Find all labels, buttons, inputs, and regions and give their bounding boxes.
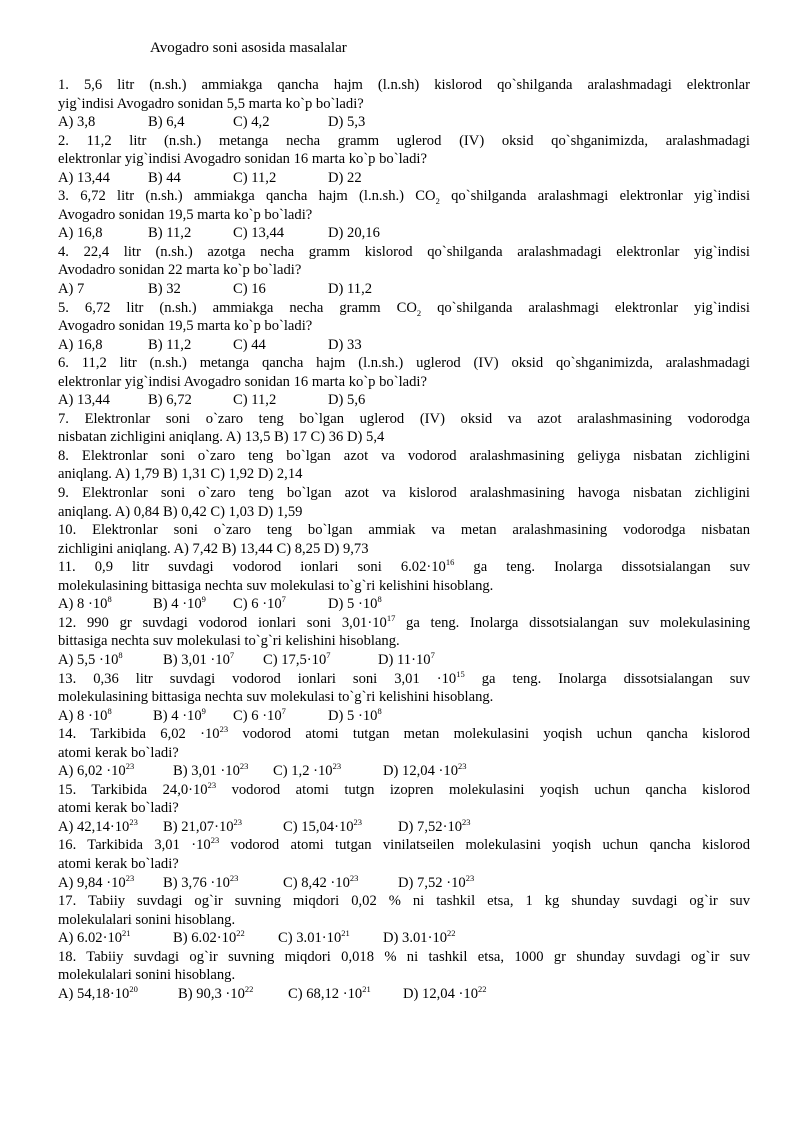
answer-option-a: A) 13,44 — [58, 169, 110, 186]
question-text-continued: aniqlang. A) 0,84 B) 0,42 C) 1,03 D) 1,59 — [58, 503, 303, 520]
answer-option-c: C) 11,2 — [233, 392, 277, 409]
question-text: 4. 22,4 litr (n.sh.) azotga necha gramm kislorod qo`shilganda aralashmadagi elektronlar yig`indisi — [58, 243, 750, 260]
answer-option-b: B) 11,2 — [148, 336, 192, 353]
answer-option-a: A) $5,5 \cdot 10^8$ — [58, 650, 123, 668]
question-text: 9. Elektronlar soni o`zaro teng bo`lgan azot va kislorod aralashmasining havoga nisbatan zichligini — [58, 485, 750, 502]
answer-option-a: A) $42,14\cdot 10^{23}$ — [58, 817, 138, 835]
answer-options — [58, 113, 758, 132]
answer-options — [58, 224, 758, 243]
answer-option-d: D) 5,3 — [328, 114, 366, 131]
question-text: 8. Elektronlar soni o`zaro teng bo`lgan azot va vodorod aralashmasining geliyga nisbatan zichligini — [58, 447, 750, 464]
question-list — [58, 76, 758, 1003]
answer-option-c: C) $6 \cdot 10^7$ — [233, 594, 286, 613]
question-text-continued: yig`indisi Avogadro sonidan 5,5 marta ko`p bo`ladi? — [58, 95, 364, 112]
answer-option-d: D) 5,6 — [328, 392, 366, 409]
answer-option-c: C) 4,2 — [233, 114, 270, 131]
question-text-continued: atomi kerak bo`ladi? — [58, 800, 179, 817]
question-4 — [58, 243, 758, 299]
answer-option-c: C) $17,5\cdot 10^7$ — [263, 650, 331, 668]
answer-option-b: B) $3,01 \cdot 10^7$ — [163, 650, 235, 668]
answer-option-c: C) $3.01\cdot 10^{21}$ — [278, 928, 350, 947]
answer-option-d: D) $12,04 \cdot 10^{22}$ — [403, 983, 487, 1002]
answer-option-d: D) $12,04 \cdot 10^{23}$ — [383, 761, 467, 780]
answer-options — [58, 280, 758, 299]
answer-option-d: D) $5 \cdot 10^8$ — [328, 705, 382, 724]
answer-option-d: D) $7,52 \cdot 10^{23}$ — [398, 872, 475, 891]
question-text-continued: molekulalari sonini hisoblang. — [58, 967, 236, 984]
question-text: 1. 5,6 litr (n.sh.) ammiakga qancha hajm (l.n.sh) kislorod qo`shilganda aralashmadagi elektronlar — [58, 77, 750, 93]
question-text: 2. 11,2 litr (n.sh.) metanga necha gramm uglerod (IV) oksid qo`shganimizda, aralashmadagi — [58, 132, 750, 149]
answer-option-a: A) 16,8 — [58, 225, 103, 242]
answer-option-c: C) 16 — [233, 281, 266, 298]
question-text: 11. 0,9 litr suvdagi vodorod ionlari soni $6.02\cdot 10^{16}$ ga teng. Inolarga dissotsialangan suv — [58, 557, 750, 576]
question-5 — [58, 299, 758, 355]
answer-option-d: D) $11\cdot 10^7$ — [378, 650, 435, 668]
question-text: 16. Tarkibida $3,01 \cdot 10^{23}$ vodorod atomi tutgan vinilatseilen molekulasini yoqish uchun qancha kislorod — [58, 835, 750, 854]
question-3 — [58, 187, 758, 243]
answer-option-c: C) $1,2 \cdot 10^{23}$ — [273, 761, 342, 780]
answer-option-c: C) $6 \cdot 10^7$ — [233, 705, 286, 724]
question-text: 17. Tabiiy suvdagi og`ir suvning miqdori 0,02 % ni tashkil etsa, 1 kg shunday suvdagi og`ir suv — [58, 893, 750, 910]
question-text-continued: aniqlang. A) 1,79 B) 1,31 C) 1,92 D) 2,14 — [58, 466, 303, 483]
question-16 — [58, 836, 758, 892]
question-text: 5. 6,72 litr (n.sh.) ammiakga necha gramm $CO_2$ qo`shilganda aralashmagi elektronlar yig`indisi — [58, 299, 750, 318]
answer-options — [58, 985, 758, 1004]
answer-option-d: D) 20,16 — [328, 225, 380, 242]
answer-options — [58, 762, 758, 781]
answer-option-c: C) 11,2 — [233, 169, 277, 186]
answer-option-d: D) 11,2 — [328, 281, 373, 298]
question-text-continued: Avogadro sonidan 19,5 marta ko`p bo`ladi? — [58, 206, 313, 223]
answer-option-b: B) 44 — [148, 169, 181, 186]
answer-option-d: D) 33 — [328, 336, 362, 353]
answer-option-b: B) 6,4 — [148, 114, 185, 131]
question-text-continued: nisbatan zichligini aniqlang. A) 13,5 B) 17 C) 36 D) 5,4 — [58, 429, 385, 446]
answer-option-c: C) $8,42 \cdot 10^{23}$ — [283, 872, 359, 891]
answer-options — [58, 651, 758, 670]
answer-options — [58, 818, 758, 837]
answer-options — [58, 391, 758, 410]
answer-option-d: D) $3.01\cdot 10^{22}$ — [383, 928, 456, 947]
question-text: 15. Tarkibida $24,0\cdot 10^{23}$ vodorod atomi tutgn izopren molekulasini yoqish uchun qancha kislorod — [58, 779, 751, 798]
question-12 — [58, 614, 758, 670]
question-13 — [58, 670, 758, 726]
question-text-continued: molekulasining bittasiga nechta suv molekulasi to`g`ri kelishini hisoblang. — [58, 577, 494, 594]
answer-options — [58, 929, 758, 948]
page-title: Avogadro soni asosida masalalar — [150, 40, 347, 56]
answer-options — [58, 595, 758, 614]
question-text: 10. Elektronlar soni o`zaro teng bo`lgan ammiak va metan aralashmasining vodorodga nisbatan — [58, 522, 750, 539]
question-text-continued: elektronlar yig`indisi Avogadro sonidan 16 marta ko`p bo`ladi? — [58, 151, 427, 168]
answer-options — [58, 169, 758, 188]
question-text: 13. 0,36 litr suvdagi vodorod ionlari soni $3,01 \cdot 10^{15}$ ga teng. Inolarga dissotsialangan suv — [58, 668, 751, 687]
answer-option-a: A) 7 — [58, 281, 85, 298]
answer-options — [58, 336, 758, 355]
question-text: 7. Elektronlar soni o`zaro teng bo`lgan uglerod (IV) oksid va azot aralashmasining vodorodga — [58, 410, 750, 427]
answer-option-a: A) $8 \cdot 10^8$ — [58, 705, 112, 724]
answer-option-d: D) $7,52\cdot 10^{23}$ — [398, 817, 471, 835]
question-17 — [58, 892, 758, 948]
question-text-continued: elektronlar yig`indisi Avogadro sonidan 16 marta ko`p bo`ladi? — [58, 373, 427, 390]
question-text-continued: atomi kerak bo`ladi? — [58, 744, 179, 761]
question-text: 3. 6,72 litr (n.sh.) ammiakga qancha hajm (l.n.sh.) $CO_2$ qo`shilganda aralashmagi elektronlar yig`indisi — [58, 188, 750, 207]
question-14 — [58, 725, 758, 781]
question-1 — [58, 76, 758, 132]
question-text-continued: bittasiga nechta suv molekulasi to`g`ri kelishini hisoblang. — [58, 633, 400, 650]
question-text: 14. Tarkibida $6,02 \cdot 10^{23}$ vodorod atomi tutgan metan molekulasini yoqish uchun qancha kislorod — [58, 724, 750, 743]
question-8 — [58, 447, 758, 484]
answer-option-b: B) $90,3 \cdot 10^{22}$ — [178, 983, 254, 1002]
answer-option-d: D) 22 — [328, 169, 362, 186]
question-text-continued: Avodadro sonidan 22 marta ko`p bo`ladi? — [58, 262, 302, 279]
question-15 — [58, 781, 758, 837]
question-18 — [58, 948, 758, 1004]
question-6 — [58, 354, 758, 410]
answer-option-b: B) 6,72 — [148, 392, 192, 409]
answer-options — [58, 707, 758, 726]
answer-option-a: A) $6,02 \cdot 10^{23}$ — [58, 761, 135, 780]
question-text-continued: atomi kerak bo`ladi? — [58, 855, 179, 872]
question-9 — [58, 484, 758, 521]
answer-option-c: C) 44 — [233, 336, 266, 353]
answer-option-d: D) $5 \cdot 10^8$ — [328, 594, 382, 613]
question-2 — [58, 132, 758, 188]
answer-option-c: C) $68,12 \cdot 10^{21}$ — [288, 983, 371, 1002]
question-7 — [58, 410, 758, 447]
answer-option-b: B) 11,2 — [148, 225, 192, 242]
answer-option-b: B) $21,07\cdot 10^{23}$ — [163, 817, 243, 835]
answer-option-b: B) $4 \cdot 10^9$ — [153, 705, 206, 724]
answer-option-b: B) $3,01 \cdot 10^{23}$ — [173, 761, 249, 780]
question-11 — [58, 558, 758, 614]
question-text-continued: zichligini aniqlang. A) 7,42 B) 13,44 C) 8,25 D) 9,73 — [58, 540, 369, 557]
question-10 — [58, 521, 758, 558]
answer-option-a: A) $54,18\cdot 10^{20}$ — [58, 983, 138, 1002]
answer-options — [58, 874, 758, 893]
answer-option-b: B) 32 — [148, 281, 181, 298]
question-text: 12. 990 gr suvdagi vodorod ionlari soni $3,01\cdot 10^{17}$ ga teng. Inolarga dissotsialangan suv molekulasining — [58, 613, 750, 631]
question-text-continued: molekulasining bittasiga nechta suv molekulasi to`g`ri kelishini hisoblang. — [58, 689, 494, 706]
answer-option-a: A) $9,84 \cdot 10^{23}$ — [58, 872, 135, 891]
question-text-continued: molekulalari sonini hisoblang. — [58, 911, 236, 928]
answer-option-a: A) 16,8 — [58, 336, 103, 353]
answer-option-c: C) 13,44 — [233, 225, 285, 242]
answer-option-c: C) $15,04\cdot 10^{23}$ — [283, 817, 363, 835]
answer-option-b: B) $6.02\cdot 10^{22}$ — [173, 928, 245, 947]
answer-option-a: A) $8 \cdot 10^8$ — [58, 594, 112, 613]
question-text: 18. Tabiiy suvdagi og`ir suvning miqdori 0,018 % ni tashkil etsa, 1000 gr shunday suvdagi og`ir suv — [58, 948, 750, 965]
answer-option-a: A) 13,44 — [58, 392, 110, 409]
answer-option-a: A) 3,8 — [58, 114, 96, 131]
answer-option-b: B) $3,76 \cdot 10^{23}$ — [163, 872, 239, 891]
answer-option-a: A) $6.02\cdot 10^{21}$ — [58, 928, 131, 947]
question-text-continued: Avogadro sonidan 19,5 marta ko`p bo`ladi? — [58, 318, 313, 335]
question-text: 6. 11,2 litr (n.sh.) metanga qancha hajm (l.n.sh.) uglerod (IV) oksid qo`shganimizda, aralashmadagi — [58, 355, 750, 372]
answer-option-b: B) $4 \cdot 10^9$ — [153, 594, 206, 613]
